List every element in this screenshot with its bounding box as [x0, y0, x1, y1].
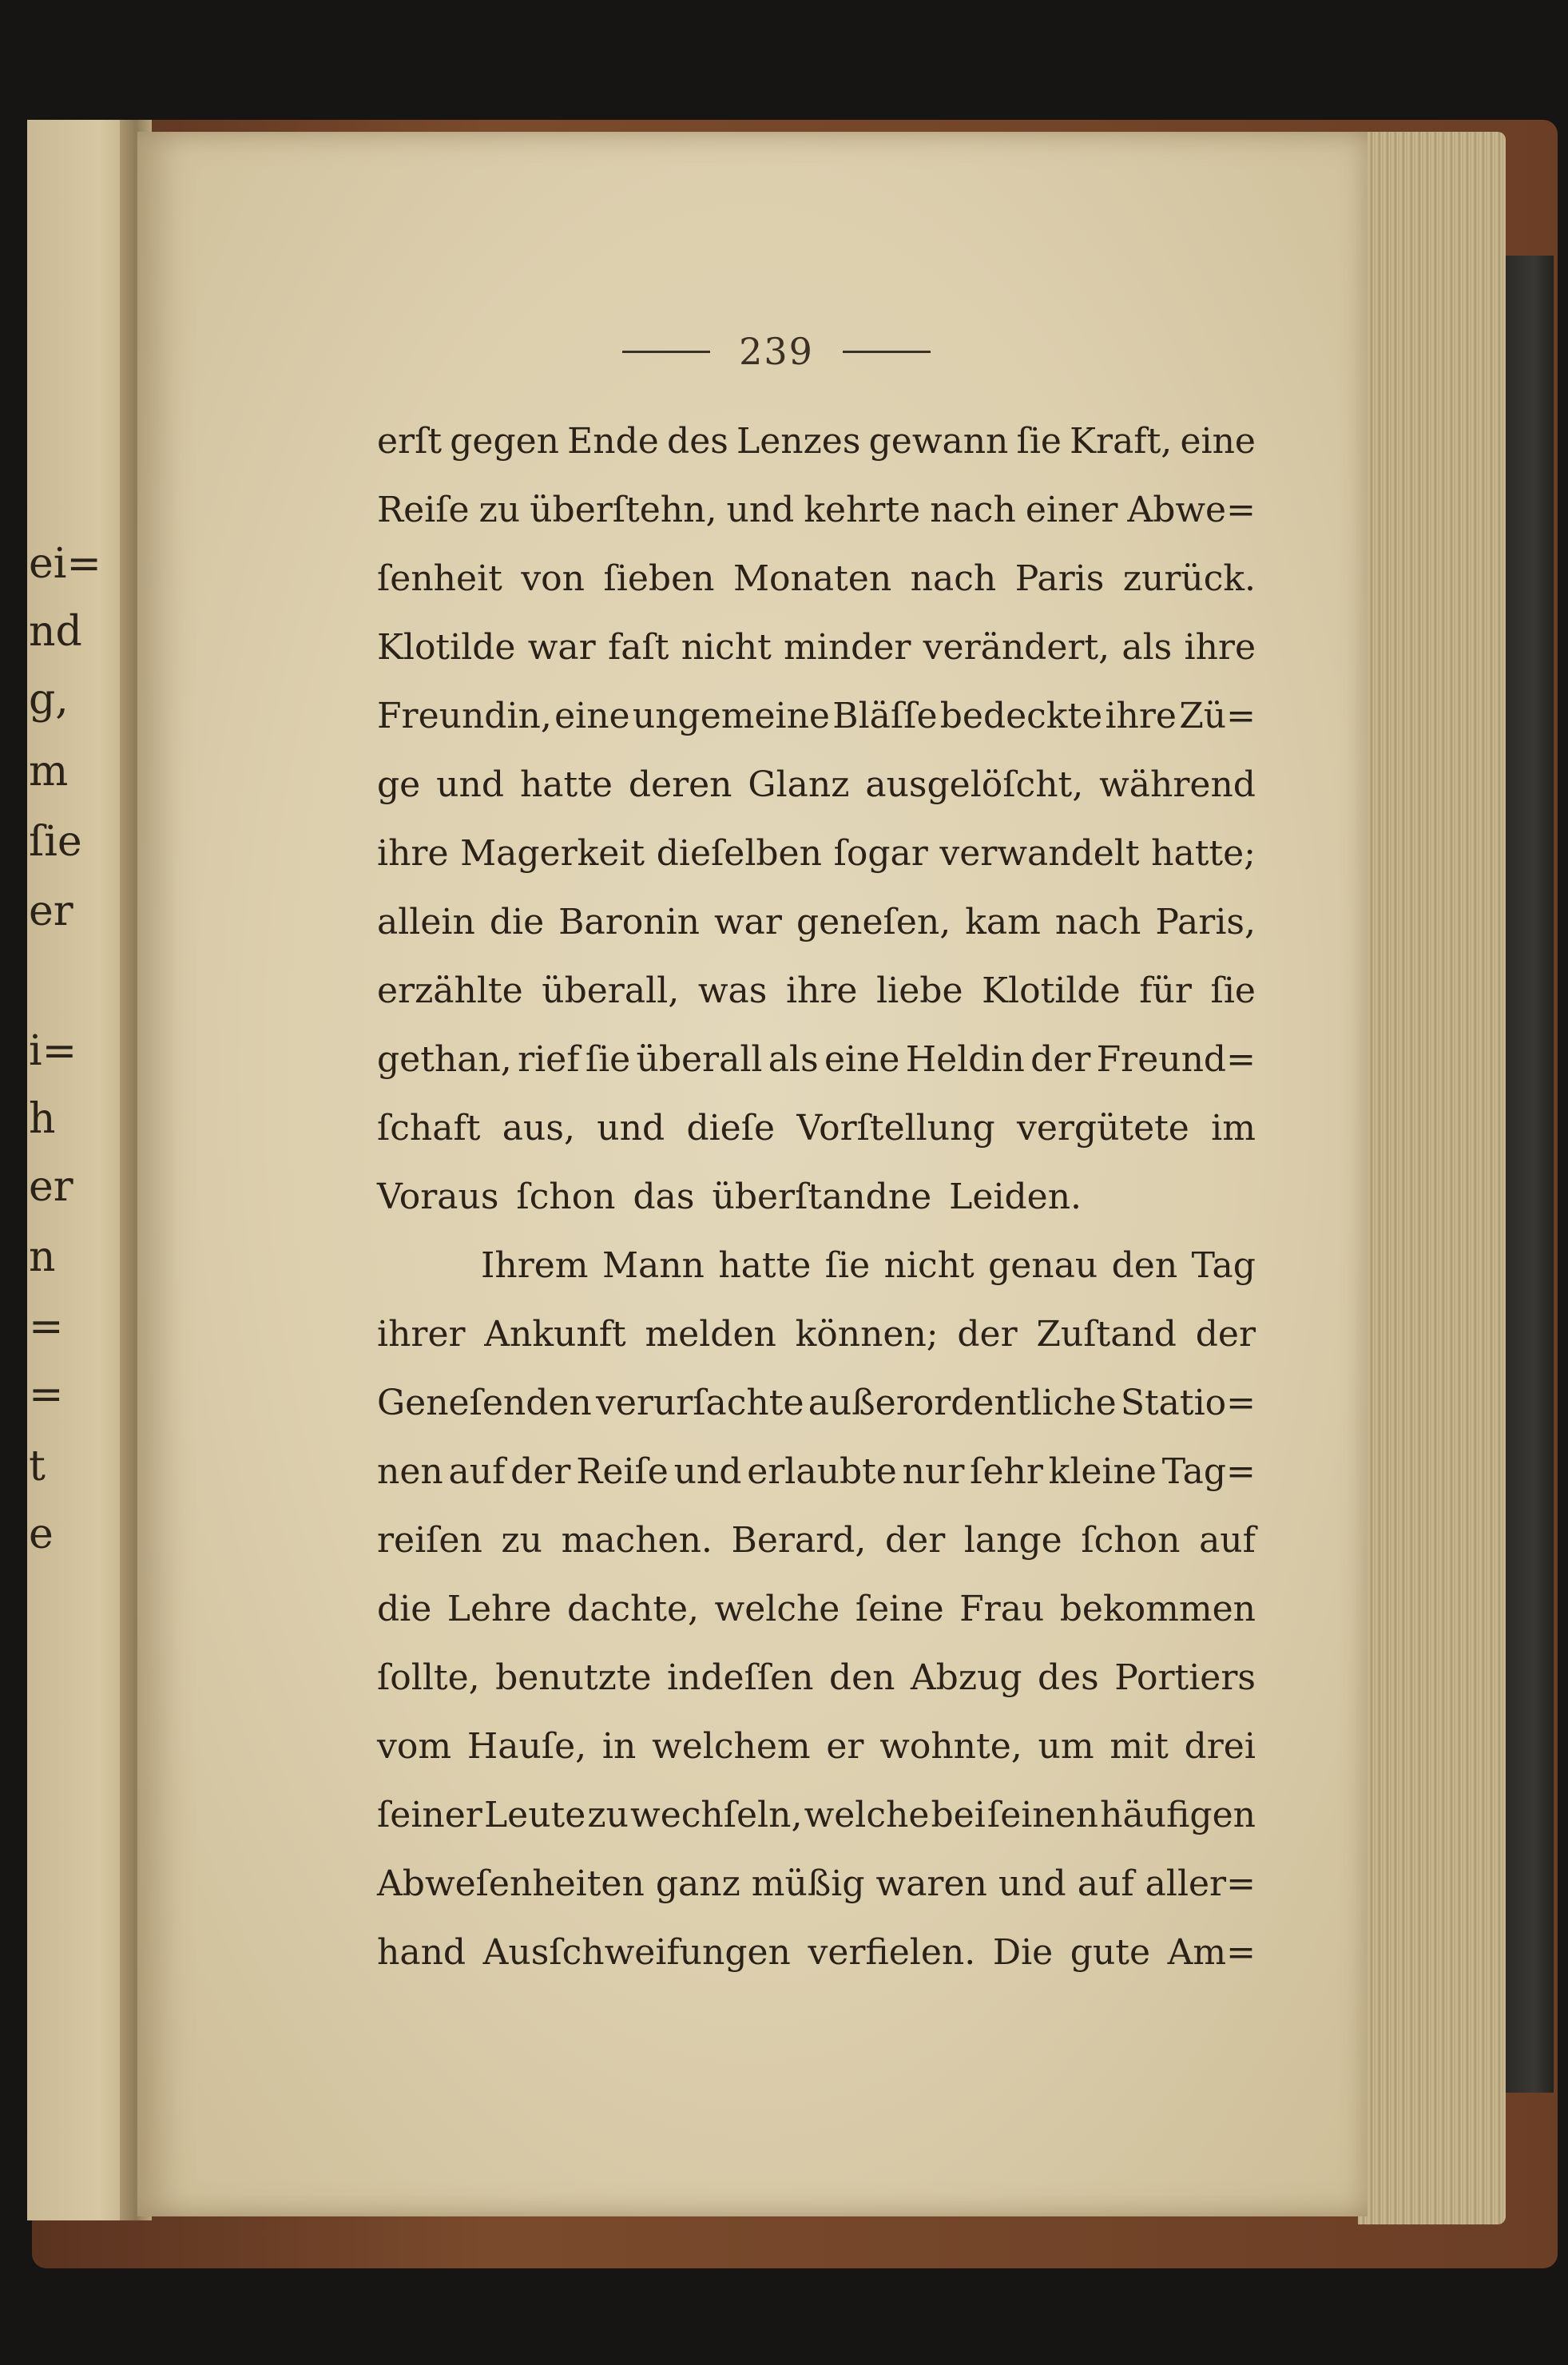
word: ſie	[824, 1245, 871, 1286]
left-fragment: g,	[29, 676, 69, 724]
page-header	[497, 323, 1056, 379]
word: Abweſenheiten	[377, 1863, 645, 1904]
text-line	[377, 1781, 1256, 1850]
word: allein	[377, 902, 475, 942]
text-line	[377, 819, 1256, 888]
word: des	[667, 421, 728, 462]
word: bei	[931, 1795, 986, 1835]
word: und	[998, 1863, 1066, 1904]
word: Klotilde	[377, 627, 516, 668]
word: eine	[1180, 421, 1256, 462]
word: ſeine	[855, 1589, 944, 1629]
word: Leiden.	[949, 1177, 1082, 1217]
word: machen.	[561, 1520, 713, 1561]
word: welchem	[652, 1726, 811, 1767]
word: ſie	[1210, 970, 1256, 1011]
word: liebe	[876, 970, 963, 1011]
word: Paris,	[1155, 902, 1256, 942]
word: im	[1211, 1108, 1256, 1149]
word: Die	[992, 1932, 1054, 1973]
word: nicht	[681, 627, 772, 668]
word: aus,	[502, 1108, 575, 1149]
word: überall	[636, 1039, 763, 1080]
word: ungemeine	[632, 696, 830, 736]
word: Bläſſe	[832, 696, 938, 736]
word: ihre	[1184, 627, 1256, 668]
word: gewann	[868, 421, 1009, 462]
word: wechſeln,	[630, 1795, 803, 1835]
word: gethan,	[377, 1039, 512, 1080]
word: Zuſtand	[1036, 1314, 1177, 1355]
word: ihre	[785, 970, 858, 1011]
header-rule-right	[843, 351, 931, 353]
word: den	[1111, 1245, 1178, 1286]
word: hatte	[519, 764, 613, 805]
word: bekommen	[1059, 1589, 1256, 1629]
text-line	[377, 1369, 1256, 1438]
right-page	[137, 132, 1368, 2216]
word: ſchon	[1081, 1520, 1181, 1561]
word: Paris	[1014, 558, 1105, 599]
word: Magerkeit	[460, 833, 645, 874]
text-line	[377, 1094, 1256, 1163]
word: überſtandne	[712, 1177, 932, 1217]
word: können;	[795, 1314, 939, 1355]
word: welche	[804, 1795, 930, 1835]
word: Heldin	[905, 1039, 1025, 1080]
word: er	[826, 1726, 864, 1767]
left-fragment: ei=	[29, 540, 101, 588]
left-fragment: er	[29, 887, 73, 935]
word: der	[884, 1520, 946, 1561]
word: ſie	[1016, 421, 1062, 462]
word: erlaubte	[747, 1451, 897, 1492]
word: ſieben	[603, 558, 715, 599]
book-cover-edge	[1506, 256, 1554, 2093]
word: ſie	[585, 1039, 631, 1080]
word: drei	[1184, 1726, 1256, 1767]
word: war	[527, 627, 596, 668]
word: ge	[377, 764, 421, 805]
word: war	[714, 902, 782, 942]
word: melden	[645, 1314, 776, 1355]
word: Mann	[601, 1245, 705, 1286]
word: benutzte	[495, 1657, 652, 1698]
text-line	[377, 1438, 1256, 1506]
word: Am=	[1167, 1932, 1256, 1973]
word: verfielen.	[808, 1932, 976, 1973]
text-line	[377, 682, 1256, 751]
word: faſt	[607, 627, 669, 668]
word: kleine	[1048, 1451, 1157, 1492]
text-line	[377, 1232, 1256, 1300]
word: häufigen	[1100, 1795, 1256, 1835]
word: waren	[875, 1863, 987, 1904]
word: nach	[930, 490, 1016, 530]
word: Baronin	[558, 902, 700, 942]
word: Monaten	[732, 558, 892, 599]
word: genau	[988, 1245, 1098, 1286]
word: ausgelöſcht,	[865, 764, 1084, 805]
word: Abwe=	[1127, 490, 1256, 530]
text-line	[377, 1919, 1256, 1987]
word: Reiſe	[377, 490, 470, 530]
word: die	[489, 902, 545, 942]
word: hatte	[718, 1245, 812, 1286]
text-line	[377, 613, 1256, 682]
text-line	[377, 407, 1256, 476]
word: dieſelben	[656, 833, 822, 874]
word: von	[521, 558, 585, 599]
word: Hauſe,	[466, 1726, 587, 1767]
word: auf	[1199, 1520, 1256, 1561]
word: ſchaft	[377, 1108, 481, 1149]
page-number: 239	[739, 330, 814, 373]
word: welche	[714, 1589, 840, 1629]
word: Lenzes	[736, 421, 861, 462]
word: eine	[824, 1039, 900, 1080]
word: müßig	[751, 1863, 865, 1904]
word: der	[957, 1314, 1018, 1355]
word: Leute	[483, 1795, 586, 1835]
word: das	[633, 1177, 695, 1217]
word: und	[726, 490, 795, 530]
word: ſollte,	[377, 1657, 480, 1698]
word: wohnte,	[879, 1726, 1022, 1767]
word: ſehr	[970, 1451, 1043, 1492]
word: ſeiner	[377, 1795, 482, 1835]
word: Vorſtellung	[796, 1108, 995, 1149]
text-line	[377, 957, 1256, 1026]
word: kam	[965, 902, 1041, 942]
word: Frau	[959, 1589, 1045, 1629]
word: Freundin,	[377, 696, 552, 736]
word: dachte,	[566, 1589, 700, 1629]
word: mit	[1110, 1726, 1169, 1767]
word: überall,	[542, 970, 680, 1011]
word: Tag=	[1161, 1451, 1256, 1492]
word: Reiſe	[576, 1451, 669, 1492]
word: Lehre	[447, 1589, 552, 1629]
word: einer	[1025, 490, 1118, 530]
word: verurſachte	[595, 1383, 804, 1423]
word: deren	[628, 764, 732, 805]
word: zu	[501, 1520, 542, 1561]
left-fragment: m	[29, 748, 69, 796]
text-line	[377, 751, 1256, 819]
left-fragment: er	[29, 1163, 73, 1211]
word: ſchon	[516, 1177, 616, 1217]
word: Glanz	[748, 764, 850, 805]
word: zurück.	[1122, 558, 1256, 599]
word: und	[436, 764, 504, 805]
word: und	[597, 1108, 665, 1149]
word: Berard,	[731, 1520, 867, 1561]
word: hand	[377, 1932, 466, 1973]
word: minder	[784, 627, 911, 668]
word: der	[510, 1451, 571, 1492]
word: den	[828, 1657, 895, 1698]
left-fragment: ſie	[29, 818, 82, 866]
word: der	[1195, 1314, 1256, 1355]
word: Kraft,	[1070, 421, 1173, 462]
word: vom	[377, 1726, 452, 1767]
word: außerordentliche	[808, 1383, 1117, 1423]
word: die	[377, 1589, 432, 1629]
word: ſeinen	[986, 1795, 1099, 1835]
text-line	[377, 1850, 1256, 1919]
word: bedeckte	[939, 696, 1103, 736]
text-line	[377, 1300, 1256, 1369]
left-fragment: =	[29, 1303, 64, 1351]
word: Freund=	[1096, 1039, 1256, 1080]
word: überſtehn,	[530, 490, 717, 530]
word: gegen	[450, 421, 559, 462]
word: ſenheit	[377, 558, 502, 599]
word: geneſen,	[796, 902, 951, 942]
left-fragment: nd	[29, 608, 82, 656]
page-stack-edges	[1358, 132, 1506, 2224]
word: ihrer	[377, 1314, 466, 1355]
text-line	[377, 1575, 1256, 1644]
word: zu	[587, 1795, 629, 1835]
word: vergütete	[1016, 1108, 1189, 1149]
word: hatte;	[1151, 833, 1256, 874]
word: erzählte	[377, 970, 523, 1011]
word: ſogar	[833, 833, 928, 874]
word: Geneſenden	[377, 1383, 592, 1423]
word: Portiers	[1114, 1657, 1256, 1698]
word: nen	[377, 1451, 443, 1492]
word: verwandelt	[939, 833, 1140, 874]
word: Klotilde	[982, 970, 1121, 1011]
word: Ende	[567, 421, 659, 462]
word: auf	[448, 1451, 506, 1492]
word: Ihrem	[481, 1245, 589, 1286]
text-line	[377, 1026, 1256, 1094]
word: nur	[902, 1451, 965, 1492]
word: auf	[1077, 1863, 1134, 1904]
word: verändert,	[923, 627, 1110, 668]
word: Statio=	[1120, 1383, 1256, 1423]
word: nicht	[883, 1245, 975, 1286]
left-fragment: n	[29, 1233, 56, 1281]
word: indeſſen	[666, 1657, 814, 1698]
left-fragment: =	[29, 1371, 64, 1419]
text-line	[377, 1163, 1256, 1232]
header-rule-left	[622, 351, 710, 353]
word: Zü=	[1179, 696, 1256, 736]
word: der	[1030, 1039, 1091, 1080]
word: lange	[963, 1520, 1062, 1561]
word: als	[1121, 627, 1173, 668]
text-line	[377, 1506, 1256, 1575]
word: was	[697, 970, 768, 1011]
left-fragment: i=	[29, 1027, 77, 1075]
left-fragment: h	[29, 1095, 56, 1143]
word: ihre	[377, 833, 449, 874]
word: des	[1037, 1657, 1099, 1698]
text-line	[377, 545, 1256, 613]
word: ihre	[1105, 696, 1177, 736]
word: reiſen	[377, 1520, 482, 1561]
word: in	[601, 1726, 637, 1767]
word: ganz	[655, 1863, 740, 1904]
word: nach	[910, 558, 997, 599]
word: nach	[1054, 902, 1141, 942]
word: Ausſchweifungen	[482, 1932, 791, 1973]
text-line	[377, 888, 1256, 957]
word: eine	[554, 696, 630, 736]
word: Voraus	[377, 1177, 499, 1217]
text-line	[377, 1644, 1256, 1712]
word: zu	[478, 490, 521, 530]
left-fragment: t	[29, 1442, 46, 1490]
word: und	[673, 1451, 742, 1492]
left-fragment: e	[29, 1510, 54, 1558]
word: kehrte	[804, 490, 921, 530]
text-line	[377, 476, 1256, 545]
word: für	[1139, 970, 1192, 1011]
word: Ankunft	[484, 1314, 626, 1355]
text-line	[377, 1712, 1256, 1781]
word: während	[1099, 764, 1256, 805]
word: als	[768, 1039, 819, 1080]
word: aller=	[1145, 1863, 1256, 1904]
word: dieſe	[686, 1108, 776, 1149]
word: um	[1038, 1726, 1094, 1767]
word: erſt	[377, 421, 443, 462]
word: Tag	[1191, 1245, 1256, 1286]
word: Abzug	[910, 1657, 1022, 1698]
word: gute	[1070, 1932, 1151, 1973]
word: rief	[518, 1039, 580, 1080]
